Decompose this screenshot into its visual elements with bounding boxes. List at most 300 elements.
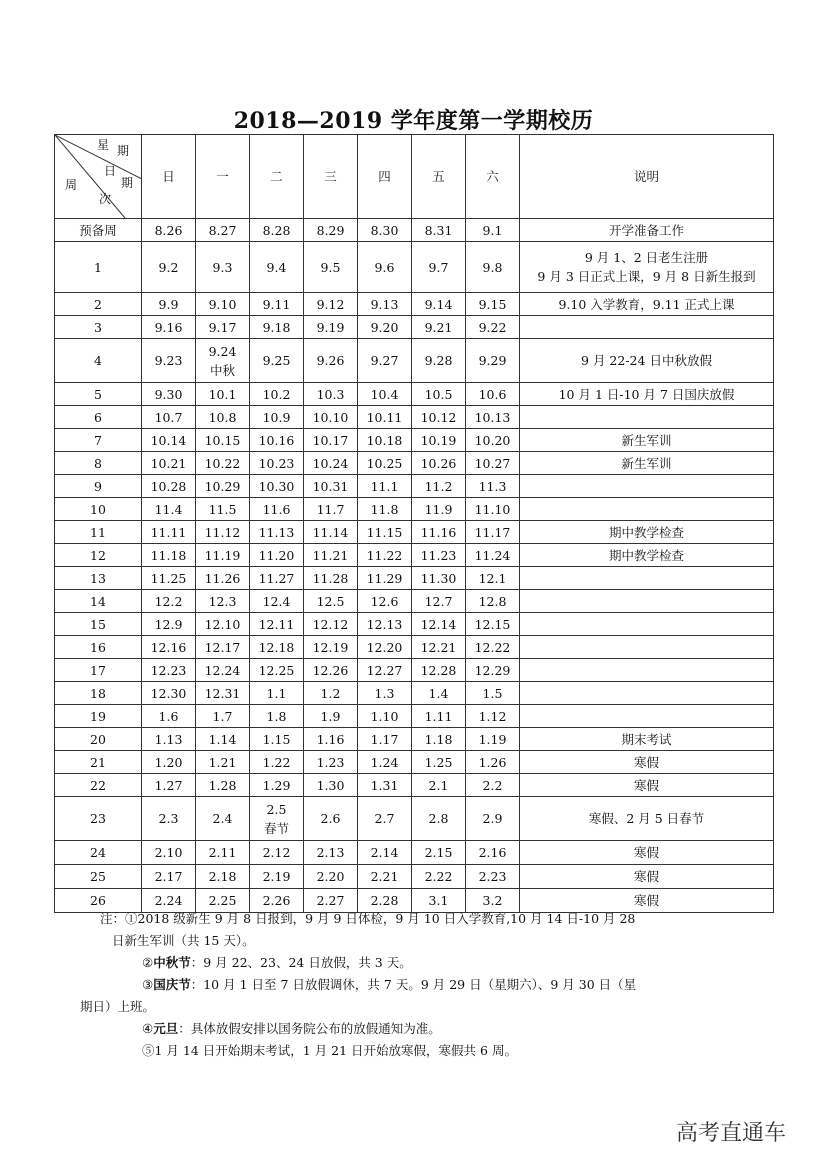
date-cell: 2.18 (196, 865, 250, 889)
week-note (520, 567, 774, 590)
week-note (520, 682, 774, 705)
date-cell: 12.27 (358, 659, 412, 682)
date-cell: 2.14 (358, 841, 412, 865)
date-cell: 12.30 (142, 682, 196, 705)
date-cell: 2.5 春节 (250, 797, 304, 841)
date-cell: 10.8 (196, 406, 250, 429)
week-row (55, 242, 774, 293)
note-text: ：9 月 22、23、24 日放假，共 3 天。 (190, 955, 412, 970)
date-cell: 8.29 (304, 219, 358, 242)
week-number: 25 (55, 865, 142, 889)
date-cell: 2.7 (358, 797, 412, 841)
week-row (55, 659, 774, 682)
date-cell: 1.3 (358, 682, 412, 705)
date-cell: 10.21 (142, 452, 196, 475)
day-header: 三 (304, 135, 358, 219)
date-cell: 1.11 (412, 705, 466, 728)
week-row (55, 567, 774, 590)
date-cell: 1.22 (250, 751, 304, 774)
date-cell: 12.21 (412, 636, 466, 659)
date-cell: 2.21 (358, 865, 412, 889)
date-cell: 9.11 (250, 293, 304, 316)
date-cell: 2.4 (196, 797, 250, 841)
date-cell: 10.14 (142, 429, 196, 452)
note-marker: ④ (142, 1021, 154, 1036)
date-cell: 10.17 (304, 429, 358, 452)
date-cell: 2.27 (304, 889, 358, 913)
date-cell: 10.31 (304, 475, 358, 498)
date-cell: 10.16 (250, 429, 304, 452)
date-cell: 11.25 (142, 567, 196, 590)
date-cell: 1.15 (250, 728, 304, 751)
date-cell: 1.17 (358, 728, 412, 751)
date-cell: 12.8 (466, 590, 520, 613)
week-number: 13 (55, 567, 142, 590)
date-cell: 12.14 (412, 613, 466, 636)
week-number: 9 (55, 475, 142, 498)
week-number: 1 (55, 242, 142, 293)
week-number: 8 (55, 452, 142, 475)
week-note: 9.10 入学教育，9.11 正式上课 (520, 293, 774, 316)
day-header: 四 (358, 135, 412, 219)
date-cell: 9.9 (142, 293, 196, 316)
date-cell: 9.27 (358, 339, 412, 383)
date-cell: 2.8 (412, 797, 466, 841)
week-row (55, 475, 774, 498)
week-row (55, 219, 774, 242)
date-cell: 1.19 (466, 728, 520, 751)
week-number: 20 (55, 728, 142, 751)
date-cell: 9.5 (304, 242, 358, 293)
date-cell: 1.9 (304, 705, 358, 728)
notes (80, 908, 720, 1062)
date-cell: 10.15 (196, 429, 250, 452)
date-cell: 1.29 (250, 774, 304, 797)
week-number: 24 (55, 841, 142, 865)
date-cell: 12.22 (466, 636, 520, 659)
watermark: 高考直通车 (676, 1121, 787, 1146)
date-cell: 11.22 (358, 544, 412, 567)
note-1: 注：①2018 级新生 9 月 8 日报到，9 月 9 日体检，9 月 10 日入学教育,10 月 14 日-10 月 28 (100, 911, 636, 926)
week-note: 寒假 (520, 889, 774, 913)
note-text: ：具体放假安排以国务院公布的放假通知为准。 (178, 1021, 441, 1036)
week-number: 预备周 (55, 219, 142, 242)
week-number: 11 (55, 521, 142, 544)
week-row (55, 429, 774, 452)
date-cell: 10.6 (466, 383, 520, 406)
week-row (55, 774, 774, 797)
week-note (520, 406, 774, 429)
date-cell: 11.27 (250, 567, 304, 590)
date-cell: 2.12 (250, 841, 304, 865)
date-cell: 10.22 (196, 452, 250, 475)
date-cell: 9.13 (358, 293, 412, 316)
date-cell: 11.18 (142, 544, 196, 567)
date-cell: 1.25 (412, 751, 466, 774)
date-cell: 11.19 (196, 544, 250, 567)
date-cell: 10.4 (358, 383, 412, 406)
note-header: 说明 (520, 135, 774, 219)
date-cell: 8.28 (250, 219, 304, 242)
week-row (55, 498, 774, 521)
date-cell: 11.7 (304, 498, 358, 521)
week-number: 2 (55, 293, 142, 316)
calendar-body (55, 219, 774, 913)
date-cell: 9.18 (250, 316, 304, 339)
date-cell: 11.20 (250, 544, 304, 567)
note-3 (100, 974, 720, 996)
week-note (520, 498, 774, 521)
week-note (520, 613, 774, 636)
week-note: 期中教学检查 (520, 521, 774, 544)
date-cell: 1.6 (142, 705, 196, 728)
date-cell: 10.11 (358, 406, 412, 429)
date-cell: 11.9 (412, 498, 466, 521)
date-cell: 10.10 (304, 406, 358, 429)
week-number: 23 (55, 797, 142, 841)
date-cell: 12.18 (250, 636, 304, 659)
date-cell: 9.24 中秋 (196, 339, 250, 383)
date-cell: 3.1 (412, 889, 466, 913)
date-cell: 12.16 (142, 636, 196, 659)
week-row (55, 613, 774, 636)
date-cell: 11.11 (142, 521, 196, 544)
date-cell: 2.13 (304, 841, 358, 865)
week-row (55, 406, 774, 429)
date-cell: 1.21 (196, 751, 250, 774)
date-cell: 9.16 (142, 316, 196, 339)
week-note (520, 316, 774, 339)
date-cell: 2.9 (466, 797, 520, 841)
date-cell: 9.29 (466, 339, 520, 383)
header-row (55, 135, 774, 219)
date-cell: 9.14 (412, 293, 466, 316)
date-cell: 1.2 (304, 682, 358, 705)
date-cell: 8.27 (196, 219, 250, 242)
date-cell: 12.20 (358, 636, 412, 659)
week-row (55, 293, 774, 316)
date-cell: 11.30 (412, 567, 466, 590)
date-cell: 11.16 (412, 521, 466, 544)
date-cell: 11.4 (142, 498, 196, 521)
date-cell: 12.5 (304, 590, 358, 613)
date-cell: 9.15 (466, 293, 520, 316)
date-cell: 3.2 (466, 889, 520, 913)
date-cell: 11.24 (466, 544, 520, 567)
note-bold: 中秋节 (153, 955, 191, 970)
date-cell: 8.31 (412, 219, 466, 242)
date-cell: 12.31 (196, 682, 250, 705)
day-header: 五 (412, 135, 466, 219)
date-cell: 1.5 (466, 682, 520, 705)
date-cell: 2.19 (250, 865, 304, 889)
week-row (55, 705, 774, 728)
date-cell: 10.29 (196, 475, 250, 498)
date-cell: 2.15 (412, 841, 466, 865)
week-row (55, 841, 774, 865)
day-header: 六 (466, 135, 520, 219)
date-cell: 1.23 (304, 751, 358, 774)
week-number: 18 (55, 682, 142, 705)
week-note: 期中教学检查 (520, 544, 774, 567)
date-cell: 10.26 (412, 452, 466, 475)
corner-cell (55, 135, 142, 219)
date-cell: 12.1 (466, 567, 520, 590)
date-cell: 9.28 (412, 339, 466, 383)
date-cell: 9.10 (196, 293, 250, 316)
date-cell: 9.25 (250, 339, 304, 383)
date-cell: 9.22 (466, 316, 520, 339)
date-cell: 12.15 (466, 613, 520, 636)
date-cell: 10.12 (412, 406, 466, 429)
week-note: 寒假、2 月 5 日春节 (520, 797, 774, 841)
week-number: 26 (55, 889, 142, 913)
date-cell: 2.26 (250, 889, 304, 913)
date-cell: 1.1 (250, 682, 304, 705)
week-note: 寒假 (520, 865, 774, 889)
date-cell: 10.24 (304, 452, 358, 475)
date-cell: 11.28 (304, 567, 358, 590)
date-cell: 2.22 (412, 865, 466, 889)
date-cell: 2.17 (142, 865, 196, 889)
week-note (520, 659, 774, 682)
week-number: 3 (55, 316, 142, 339)
week-number: 6 (55, 406, 142, 429)
date-cell: 9.6 (358, 242, 412, 293)
date-cell: 9.21 (412, 316, 466, 339)
date-cell: 10.20 (466, 429, 520, 452)
week-number: 12 (55, 544, 142, 567)
date-cell: 2.20 (304, 865, 358, 889)
date-cell: 12.19 (304, 636, 358, 659)
date-cell: 11.3 (466, 475, 520, 498)
week-note (520, 636, 774, 659)
date-cell: 9.7 (412, 242, 466, 293)
corner-label: 日 (104, 164, 117, 178)
date-cell: 1.20 (142, 751, 196, 774)
week-number: 16 (55, 636, 142, 659)
week-note: 寒假 (520, 774, 774, 797)
note-marker: ③ (142, 977, 154, 992)
date-cell: 1.14 (196, 728, 250, 751)
date-cell: 10.13 (466, 406, 520, 429)
week-number: 21 (55, 751, 142, 774)
week-row (55, 797, 774, 841)
day-header: 二 (250, 135, 304, 219)
date-cell: 12.7 (412, 590, 466, 613)
week-note: 9 月 22-24 日中秋放假 (520, 339, 774, 383)
week-number: 14 (55, 590, 142, 613)
date-cell: 11.1 (358, 475, 412, 498)
date-cell: 9.8 (466, 242, 520, 293)
corner-label: 周 (65, 178, 78, 192)
date-cell: 10.18 (358, 429, 412, 452)
note-bold: 元旦 (153, 1021, 179, 1036)
date-cell: 9.1 (466, 219, 520, 242)
note-3-cont: 期日）上班。 (80, 999, 156, 1014)
week-number: 4 (55, 339, 142, 383)
date-cell: 10.7 (142, 406, 196, 429)
page-title: 2018—2019 学年度第一学期校历 (233, 108, 594, 134)
date-cell: 9.20 (358, 316, 412, 339)
date-cell: 9.26 (304, 339, 358, 383)
date-cell: 12.12 (304, 613, 358, 636)
date-cell: 11.10 (466, 498, 520, 521)
date-cell: 12.9 (142, 613, 196, 636)
date-cell: 8.30 (358, 219, 412, 242)
week-note: 10 月 1 日-10 月 7 日国庆放假 (520, 383, 774, 406)
date-cell: 10.5 (412, 383, 466, 406)
date-cell: 2.10 (142, 841, 196, 865)
date-cell: 1.30 (304, 774, 358, 797)
date-cell: 1.18 (412, 728, 466, 751)
week-row (55, 452, 774, 475)
week-note: 开学准备工作 (520, 219, 774, 242)
week-number: 19 (55, 705, 142, 728)
week-row (55, 590, 774, 613)
date-cell: 10.25 (358, 452, 412, 475)
date-cell: 1.4 (412, 682, 466, 705)
week-number: 5 (55, 383, 142, 406)
date-cell: 2.6 (304, 797, 358, 841)
date-cell: 1.27 (142, 774, 196, 797)
note-bold: 国庆节 (153, 977, 191, 992)
date-cell: 9.3 (196, 242, 250, 293)
week-note: 寒假 (520, 751, 774, 774)
date-cell: 8.26 (142, 219, 196, 242)
week-row (55, 339, 774, 383)
date-cell: 10.27 (466, 452, 520, 475)
date-cell: 11.5 (196, 498, 250, 521)
date-cell: 1.12 (466, 705, 520, 728)
date-cell: 1.26 (466, 751, 520, 774)
date-cell: 2.3 (142, 797, 196, 841)
date-cell: 11.6 (250, 498, 304, 521)
date-cell: 12.23 (142, 659, 196, 682)
date-cell: 11.13 (250, 521, 304, 544)
date-cell: 10.28 (142, 475, 196, 498)
corner-label: 期 (121, 176, 134, 190)
week-number: 22 (55, 774, 142, 797)
date-cell: 1.8 (250, 705, 304, 728)
week-note (520, 590, 774, 613)
date-cell: 12.28 (412, 659, 466, 682)
corner-label: 次 (99, 192, 112, 206)
date-cell: 11.14 (304, 521, 358, 544)
week-row (55, 682, 774, 705)
date-cell: 10.23 (250, 452, 304, 475)
date-cell: 12.10 (196, 613, 250, 636)
date-cell: 9.19 (304, 316, 358, 339)
calendar-table (54, 134, 774, 913)
date-cell: 10.2 (250, 383, 304, 406)
date-cell: 9.17 (196, 316, 250, 339)
date-cell: 11.15 (358, 521, 412, 544)
week-note: 期末考试 (520, 728, 774, 751)
week-row (55, 544, 774, 567)
date-cell: 10.3 (304, 383, 358, 406)
week-row (55, 728, 774, 751)
date-cell: 2.28 (358, 889, 412, 913)
date-cell: 11.29 (358, 567, 412, 590)
date-cell: 11.21 (304, 544, 358, 567)
week-note: 寒假 (520, 841, 774, 865)
date-cell: 12.11 (250, 613, 304, 636)
date-cell: 9.4 (250, 242, 304, 293)
date-cell: 1.16 (304, 728, 358, 751)
date-cell: 10.19 (412, 429, 466, 452)
date-cell: 9.30 (142, 383, 196, 406)
date-cell: 12.2 (142, 590, 196, 613)
date-cell: 10.1 (196, 383, 250, 406)
week-row (55, 521, 774, 544)
date-cell: 2.24 (142, 889, 196, 913)
day-header: 一 (196, 135, 250, 219)
date-cell: 1.13 (142, 728, 196, 751)
date-cell: 12.3 (196, 590, 250, 613)
date-cell: 2.25 (196, 889, 250, 913)
note-5: ⑤1 月 14 日开始期末考试，1 月 21 日开始放寒假，寒假共 6 周。 (142, 1043, 517, 1058)
date-cell: 1.10 (358, 705, 412, 728)
date-cell: 10.30 (250, 475, 304, 498)
corner-label: 星 (97, 138, 110, 152)
week-note (520, 475, 774, 498)
date-cell: 11.2 (412, 475, 466, 498)
date-cell: 1.24 (358, 751, 412, 774)
date-cell: 12.13 (358, 613, 412, 636)
week-note: 9 月 1、2 日老生注册 9 月 3 日正式上课，9 月 8 日新生报到 (520, 242, 774, 293)
note-2 (100, 952, 720, 974)
date-cell: 11.26 (196, 567, 250, 590)
date-cell: 2.11 (196, 841, 250, 865)
note-text: ：10 月 1 日至 7 日放假调休，共 7 天。9 月 29 日（星期六）、9 月 30 日（星 (190, 977, 637, 992)
date-cell: 12.26 (304, 659, 358, 682)
week-row (55, 636, 774, 659)
date-cell: 12.4 (250, 590, 304, 613)
date-cell: 12.29 (466, 659, 520, 682)
day-header: 日 (142, 135, 196, 219)
date-cell: 11.8 (358, 498, 412, 521)
date-cell: 2.16 (466, 841, 520, 865)
week-row (55, 316, 774, 339)
week-number: 17 (55, 659, 142, 682)
date-cell: 2.23 (466, 865, 520, 889)
date-cell: 1.7 (196, 705, 250, 728)
week-row (55, 751, 774, 774)
note-marker: ② (142, 955, 154, 970)
date-cell: 1.31 (358, 774, 412, 797)
date-cell: 2.1 (412, 774, 466, 797)
week-note (520, 705, 774, 728)
week-row (55, 383, 774, 406)
note-4 (100, 1018, 720, 1040)
date-cell: 9.23 (142, 339, 196, 383)
date-cell: 1.28 (196, 774, 250, 797)
week-note: 新生军训 (520, 429, 774, 452)
week-note: 新生军训 (520, 452, 774, 475)
date-cell: 12.6 (358, 590, 412, 613)
date-cell: 12.25 (250, 659, 304, 682)
date-cell: 11.12 (196, 521, 250, 544)
week-number: 7 (55, 429, 142, 452)
note-1-cont: 日新生军训（共 15 天）。 (112, 933, 255, 948)
corner-label: 期 (117, 144, 130, 158)
date-cell: 9.12 (304, 293, 358, 316)
week-number: 15 (55, 613, 142, 636)
date-cell: 9.2 (142, 242, 196, 293)
date-cell: 12.17 (196, 636, 250, 659)
date-cell: 2.2 (466, 774, 520, 797)
